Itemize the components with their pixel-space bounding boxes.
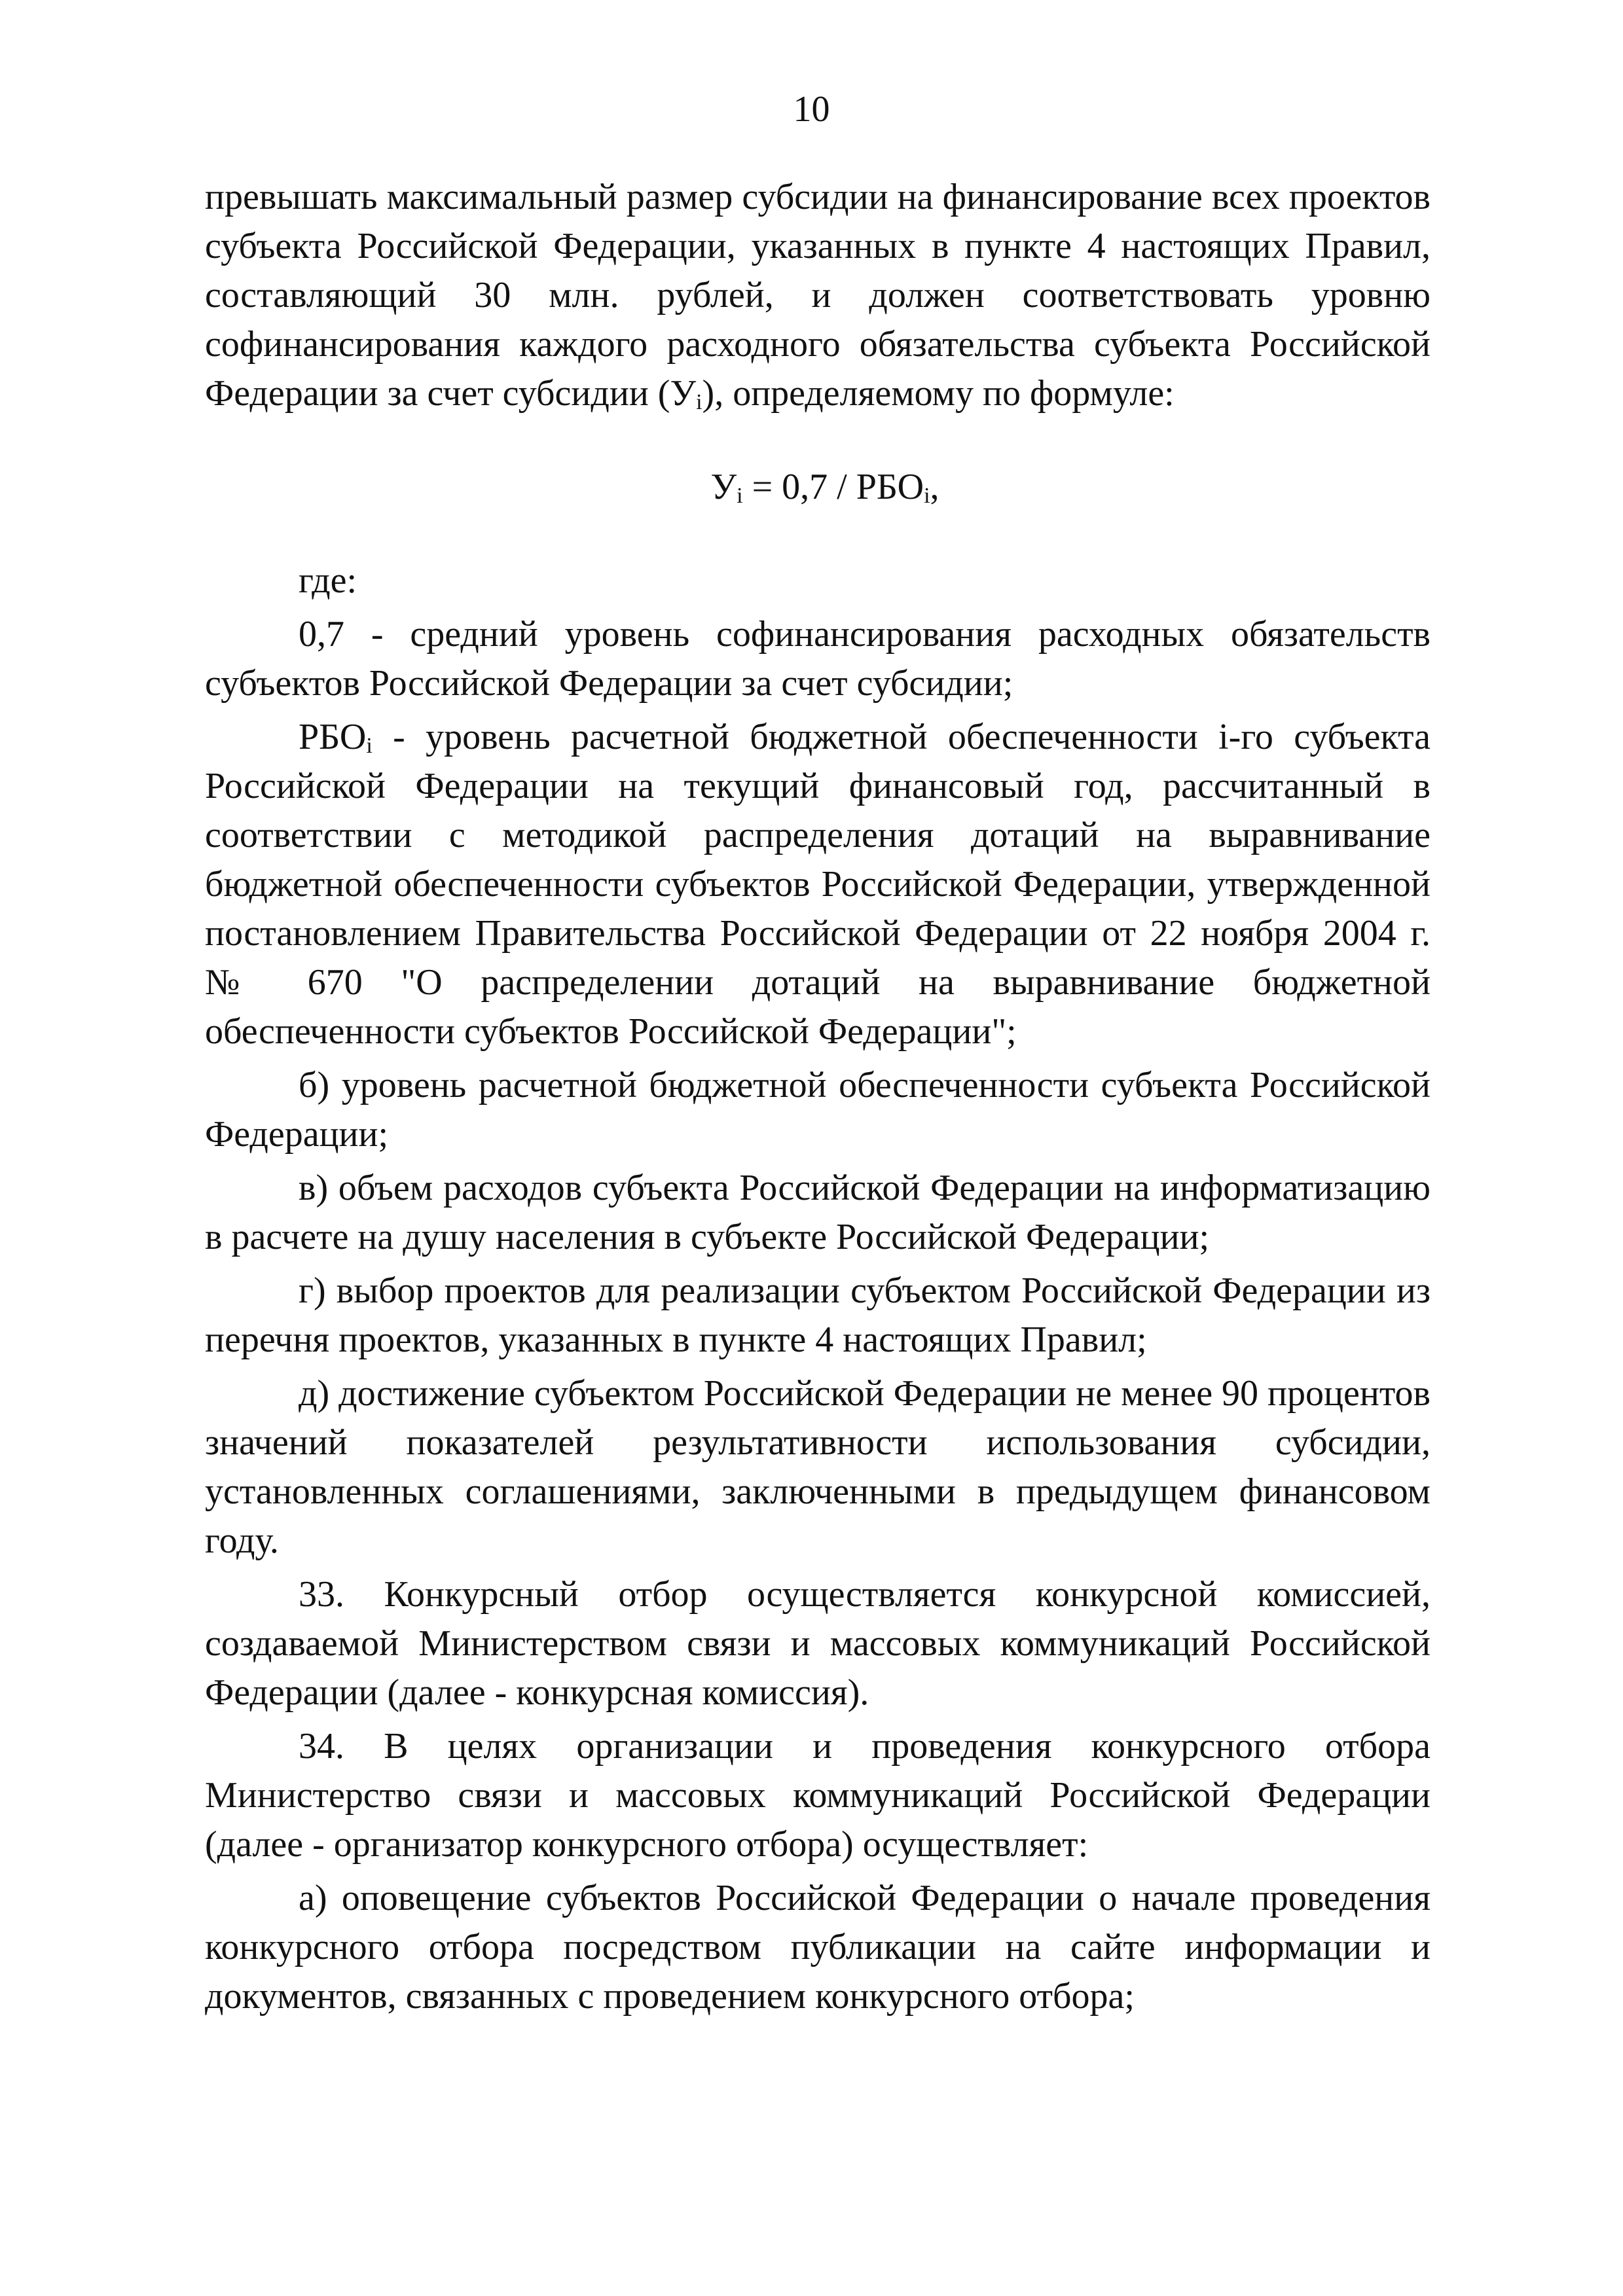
item-v: в) объем расходов субъекта Российской Федерации на информатизацию в расчете на душу населения в субъекте Российской Федерации;: [205, 1168, 1431, 1257]
definition-rbo-term: РБО: [299, 717, 367, 757]
item-d: д) достижение субъектом Российской Федерации не менее 90 процентов значений показателей результативности использования субсидии, установленных соглашениями, заключенными в предыдущем финансовом году.: [205, 1373, 1431, 1561]
formula-lhs: У: [710, 467, 737, 507]
formula: [205, 463, 1431, 512]
formula-rhs: = 0,7 / РБО: [742, 467, 924, 507]
paragraph-text: превышать максимальный размер субсидии на финансирование всех проектов субъекта Российской Федерации, указанных в пункте 4 настоящих Правил, составляющий 30 млн. рублей, и должен соответствовать уровню софинансирования каждого расходного обязательства субъекта Российской Федерации за счет субсидии (У: [205, 177, 1431, 414]
item-g: г) выбор проектов для реализации субъектом Российской Федерации из перечня проектов, указанных в пункте 4 настоящих Правил;: [205, 1270, 1431, 1360]
item-a: а) оповещение субъектов Российской Федерации о начале проведения конкурсного отбора посредством публикации на сайте информации и документов, связанных с проведением конкурсного отбора;: [205, 1878, 1431, 2017]
formula-subscript-rhs: i: [924, 484, 930, 508]
formula-subscript-lhs: i: [737, 484, 743, 508]
definition-rbo: [205, 713, 1431, 1056]
subscript-i: i: [696, 390, 702, 414]
clause-34: 34. В целях организации и проведения конкурсного отбора Министерство связи и массовых коммуникаций Российской Федерации (далее - организатор конкурсного отбора) осуществляет:: [205, 1726, 1431, 1865]
clause-33: 33. Конкурсный отбор осуществляется конкурсной комиссией, создаваемой Министерством связи и массовых коммуникаций Российской Федерации (далее - конкурсная комиссия).: [205, 1574, 1431, 1713]
where-label: где:: [299, 560, 357, 601]
page-number: 10: [793, 89, 830, 130]
item-b: б) уровень расчетной бюджетной обеспеченности субъекта Российской Федерации;: [205, 1065, 1431, 1155]
document-body: [205, 173, 1431, 2026]
paragraph-continuation: [205, 173, 1431, 418]
formula-end: ,: [930, 467, 939, 507]
definition-rbo-subscript: i: [366, 734, 373, 758]
paragraph-text-end: ), определяемому по формуле:: [702, 373, 1175, 414]
definition-rbo-text: - уровень расчетной бюджетной обеспеченности i-го субъекта Российской Федерации на текущий финансовый год, рассчитанный в соответствии с методикой распределения дотаций на выравнивание бюджетной обеспеченности субъектов Российской Федерации, утвержденной постановлением Правительства Российской Федерации от 22 ноября 2004 г. № 670 "О распределении дотаций на выравнивание бюджетной обеспеченности субъектов Российской Федерации";: [205, 717, 1431, 1052]
definition-coefficient: 0,7 - средний уровень софинансирования расходных обязательств субъектов Российской Федерации за счет субсидии;: [205, 614, 1431, 704]
